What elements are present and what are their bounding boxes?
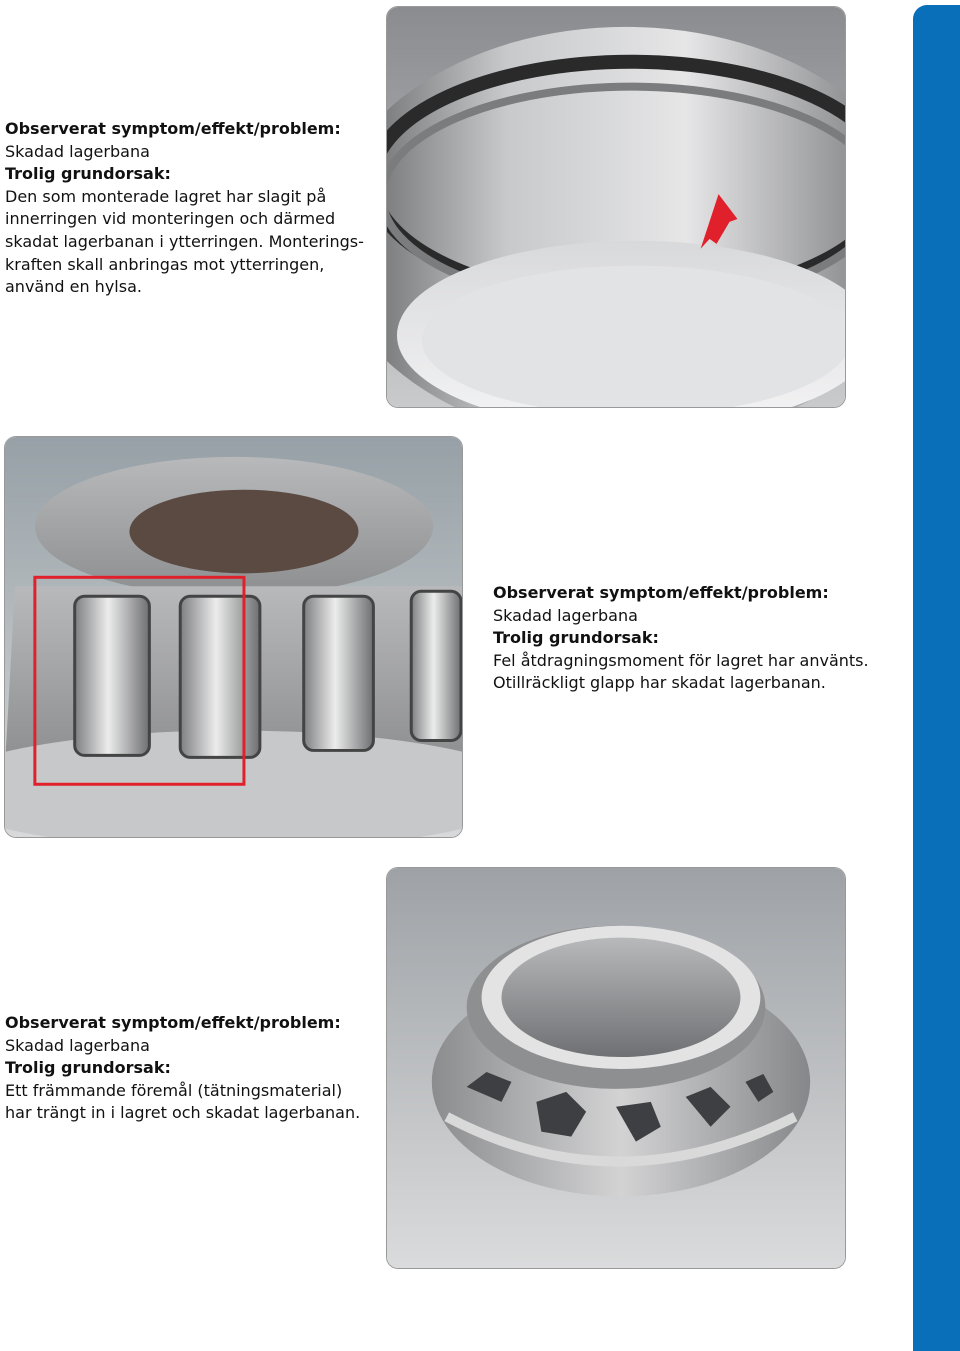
symptom-text: Skadad lagerbana (5, 141, 150, 161)
cause-line: skadat lagerbanan i ytterringen. Monterings- (5, 231, 364, 251)
symptom-text: Skadad lagerbana (493, 605, 638, 625)
cause-line: Fel åtdragningsmoment för lagret har använts. (493, 650, 869, 670)
cause-line: använd en hylsa. (5, 277, 142, 297)
cause-line: Otillräckligt glapp har skadat lagerbanan. (493, 673, 826, 693)
cause-label: Trolig grundorsak: (5, 1058, 171, 1078)
cause-line: Den som monterade lagret har slagit på (5, 186, 327, 206)
cause-label: Trolig grundorsak: (493, 628, 659, 648)
caption-block-3 (5, 1012, 375, 1125)
side-accent-bar (913, 5, 960, 1351)
bearing-outer-ring-photo (386, 6, 846, 408)
tapered-roller-bearing-photo (4, 436, 463, 838)
symptom-label: Observerat symptom/effekt/problem: (5, 1013, 341, 1032)
cause-line: Ett främmande föremål (tätningsmaterial) (5, 1080, 343, 1100)
caption-block-1 (5, 118, 375, 299)
cause-label: Trolig grundorsak: (5, 164, 171, 184)
symptom-label: Observerat symptom/effekt/problem: (5, 119, 341, 138)
cause-line: innerringen vid monteringen och därmed (5, 209, 336, 229)
symptom-label: Observerat symptom/effekt/problem: (493, 583, 829, 602)
cause-line: kraften skall anbringas mot ytterringen, (5, 254, 325, 274)
cause-line: har trängt in i lagret och skadat lagerbanan. (5, 1103, 361, 1123)
caption-block-2 (493, 582, 903, 695)
symptom-text: Skadad lagerbana (5, 1035, 150, 1055)
bearing-cup-photo (386, 867, 846, 1269)
